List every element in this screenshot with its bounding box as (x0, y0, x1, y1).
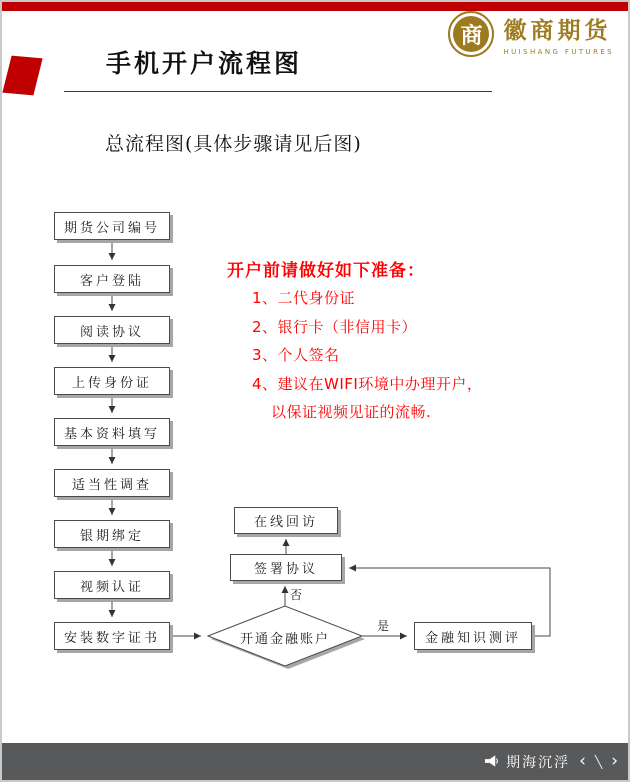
prep-list (252, 284, 592, 427)
prep-heading: 开户前请做好如下准备： (227, 261, 425, 281)
footer-brand: 期海沉浮 (506, 754, 571, 771)
flow-step-install-cert: 安装数字证书 (54, 622, 170, 650)
megaphone-icon (484, 754, 499, 769)
flow-step-basic-info: 基本资料填写 (54, 418, 170, 446)
flow-step-suitability: 适当性调查 (54, 469, 170, 497)
flow-step-company-code: 期货公司编号 (54, 212, 170, 240)
prep-item-signature: 3、个人签名 (252, 346, 340, 364)
flow-step-read-agreement: 阅读协议 (54, 316, 170, 344)
next-slide-button[interactable]: › (611, 751, 618, 771)
prep-item-wifi: 4、建议在WIFI环境中办理开户， (252, 374, 483, 393)
flow-step-callback: 在线回访 (234, 507, 338, 534)
prep-item-bank-card: 2、银行卡（非信用卡） (252, 317, 418, 336)
flow-step-login: 客户登陆 (54, 265, 170, 293)
prep-item-wifi-cont: 以保证视频见证的流畅. (271, 403, 432, 421)
nav-divider: ╲ (594, 754, 603, 769)
flow-step-upload-id: 上传身份证 (54, 367, 170, 395)
flow-decision-open-account: 开通金融账户 (239, 632, 330, 647)
subtitle: 总流程图(具体步骤请见后图) (105, 133, 362, 155)
flow-step-bank-binding: 银期绑定 (54, 520, 170, 548)
logo-glyph: 商 (453, 16, 489, 52)
page-title: 手机开户流程图 (106, 49, 303, 78)
logo-name-cn: 徽商期货 (503, 17, 612, 44)
prep-item-id-card: 1、二代身份证 (252, 289, 356, 307)
logo-name-en: HUISHANG FUTURES (503, 48, 614, 56)
edge-label-yes: 是 (377, 619, 390, 633)
flow-step-video-auth: 视频认证 (54, 571, 170, 599)
flow-step-sign-agreement: 签署协议 (230, 554, 342, 581)
flow-step-knowledge-test: 金融知识测评 (414, 622, 532, 650)
prev-slide-button[interactable]: ‹ (579, 751, 586, 771)
footer-bar (2, 743, 628, 780)
edge-label-no: 否 (290, 588, 303, 602)
